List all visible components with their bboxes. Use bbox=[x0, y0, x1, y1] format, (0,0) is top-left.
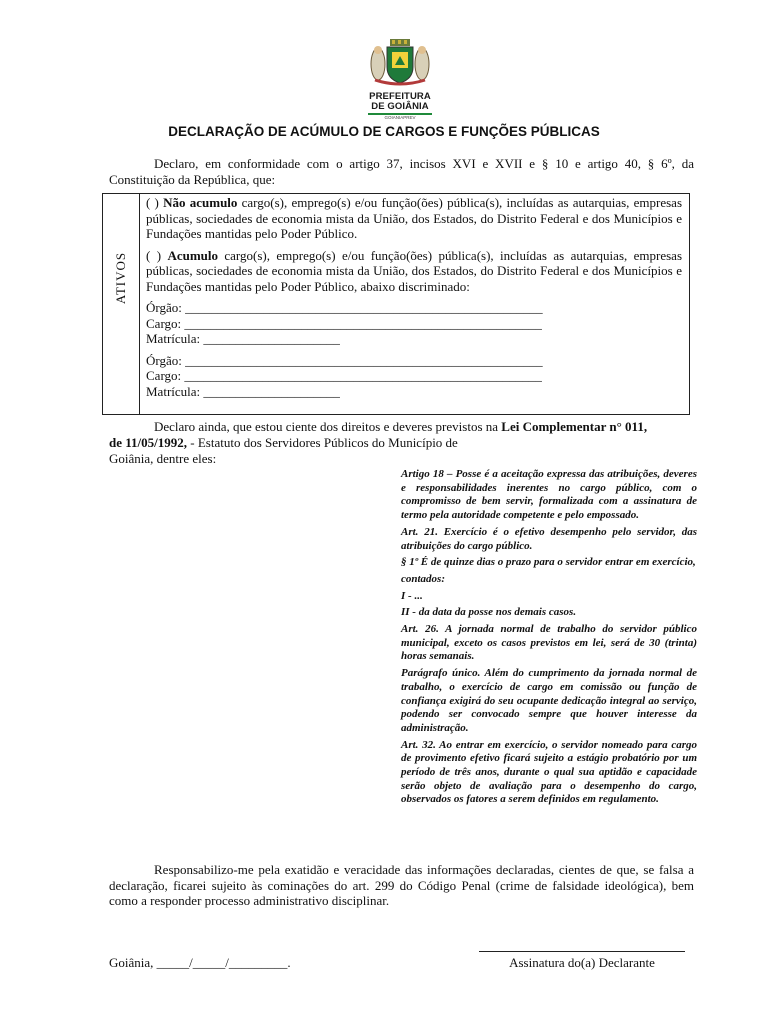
orgao-field-1[interactable]: Órgão: _______________________________________________________ bbox=[146, 300, 543, 315]
document-title: DECLARAÇÃO DE ACÚMULO DE CARGOS E FUNÇÕES PÚBLICAS bbox=[168, 124, 600, 139]
lei-date-ref: de 11/05/1992, bbox=[109, 435, 188, 450]
law-paragraph: Artigo 18 – Posse é a aceitação expressa das atribuições, deveres e responsabilidades inerentes no cargo público, com o compromisso de bem servir, formalizada com a assinatura de termo pela autoridade competente e pelo empossado. bbox=[401, 468, 697, 522]
signature-line[interactable] bbox=[479, 951, 685, 952]
signature-label: Assinatura do(a) Declarante bbox=[509, 955, 655, 970]
side-label-ativos: ATIVOS bbox=[113, 251, 128, 305]
law-paragraph: II - da data da posse nos demais casos. bbox=[401, 606, 577, 619]
option-acumulo bbox=[146, 248, 682, 295]
cargo-field-1[interactable]: Cargo: _______________________________________________________ bbox=[146, 315, 542, 331]
logo-text-line2: DE GOIÂNIA bbox=[371, 101, 429, 112]
matricula-field-1[interactable]: Matrícula: _____________________ bbox=[146, 331, 340, 346]
checkbox-nao-acumulo[interactable]: ( ) bbox=[146, 195, 159, 210]
lei-complementar-ref: Lei Complementar n° 011, bbox=[501, 419, 648, 434]
law-paragraph: I - ... bbox=[401, 589, 423, 602]
prefeitura-logo bbox=[360, 38, 440, 118]
declaro-ainda-continuation bbox=[109, 435, 694, 466]
declaro-ainda-text2: - Estatuto dos Servidores Públicos do Município de bbox=[187, 435, 458, 450]
law-paragraph: § 1º É de quinze dias o prazo para o servidor entrar em exercício, bbox=[401, 556, 696, 569]
law-paragraph: Art. 21. Exercício é o efetivo desempenho pelo servidor, das atribuições do cargo público. bbox=[401, 525, 697, 552]
law-paragraph: Art. 32. Ao entrar em exercício, o servidor nomeado para cargo de provimento efetivo ficará sujeito a estágio probatório por um período de três anos, durante o qual sua aptidão e capacidade serão objeto de avaliação para o desempenho do cargo, observados os fatores a serem definidos em regulamento. bbox=[401, 738, 697, 806]
option-nao-acumulo-text: cargo(s), emprego(s) e/ou função(ões) pública(s), incluídas as autarquias, empresas públicas, sociedades de economia mista da União, dos Estados, do Distrito Federal e dos Municípios e Fundações mantidas pelo Poder Público. bbox=[146, 195, 683, 241]
law-paragraph: Parágrafo único. Além do cumprimento da jornada normal de trabalho, o exercício de cargo em comissão ou função de confiança exigirá do seu ocupante dedicação integral ao serviço, podendo ser convocado sempre que houver interesse da administração. bbox=[401, 667, 697, 734]
checkbox-acumulo[interactable]: ( ) bbox=[146, 247, 162, 263]
cargo-field-2[interactable]: Cargo: _______________________________________________________ bbox=[146, 368, 542, 383]
responsibility-paragraph: Responsabilizo-me pela exatidão e veracidade das informações declaradas, cientes de que, se falsa a declaração, ficarei sujeito às cominações do art. 299 do Código Penal (crime de falsidade ideológica), bem como a responder processo administrativo disciplinar. bbox=[109, 862, 694, 908]
side-label-column bbox=[103, 194, 140, 414]
declaro-ainda-text1: Declaro ainda, que estou ciente dos direitos e deveres previstos na bbox=[154, 419, 502, 434]
coat-of-arms-icon bbox=[367, 38, 433, 86]
declaration-box bbox=[102, 193, 690, 415]
option-nao-acumulo-bold: Não acumulo bbox=[163, 195, 238, 210]
intro-paragraph: Declaro, em conformidade com o artigo 37, incisos XVI e XVII e § 10 e artigo 40, § 6º, da Constituição da República, que: bbox=[109, 156, 694, 187]
option-acumulo-text: cargo(s), emprego(s) e/ou função(ões) pública(s), incluídas as autarquias, empresas públicas, sociedades de economia mista da União, dos Estados, do Distrito Federal e dos Municípios e Fundações mantidas pelo Poder Público, abaixo discriminado: bbox=[146, 247, 682, 294]
law-paragraph: contados: bbox=[401, 572, 445, 585]
declaration-options bbox=[146, 195, 682, 399]
option-acumulo-bold: Acumulo bbox=[167, 247, 218, 263]
declaro-ainda-text3: Goiânia, dentre eles: bbox=[109, 450, 217, 466]
law-paragraph: Art. 26. A jornada normal de trabalho do servidor público municipal, exceto os casos previstos em lei, será de 30 (trinta) horas semanais. bbox=[401, 623, 697, 663]
logo-text-line3: GOIANIAPREV bbox=[384, 115, 416, 120]
option-nao-acumulo bbox=[146, 195, 682, 242]
city-date-field[interactable]: Goiânia, _____/_____/_________. bbox=[109, 955, 291, 970]
declaro-ainda-paragraph bbox=[109, 419, 694, 435]
orgao-field-2[interactable]: Órgão: _______________________________________________________ bbox=[146, 352, 543, 368]
law-excerpts bbox=[401, 468, 697, 810]
logo-text-line1: PREFEITURA bbox=[369, 91, 431, 102]
matricula-field-2[interactable]: Matrícula: _____________________ bbox=[146, 383, 340, 399]
